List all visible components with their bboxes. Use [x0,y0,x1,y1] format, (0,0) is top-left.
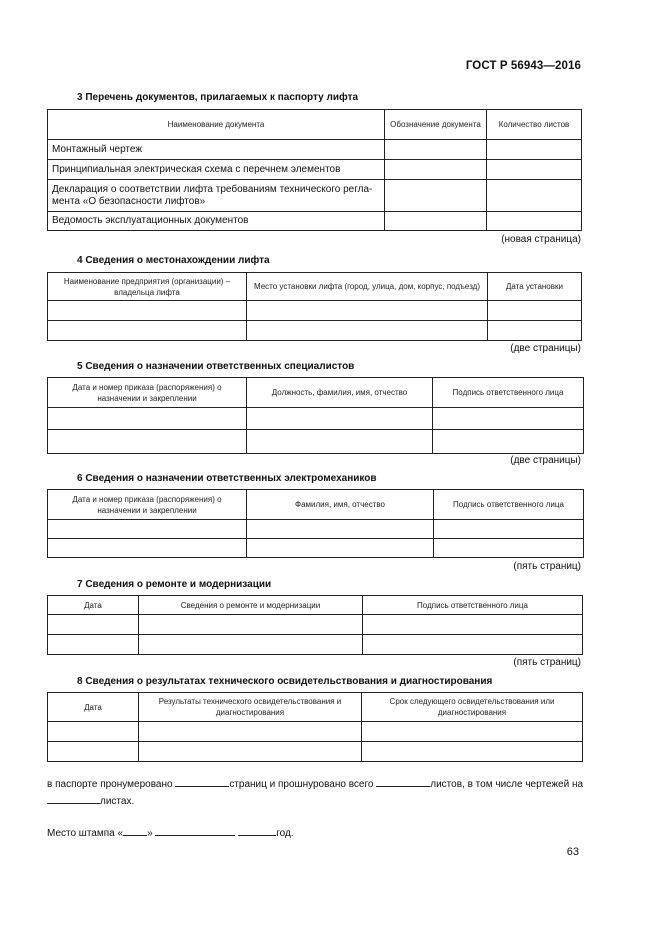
page-count-note: (пять страниц) [513,561,581,572]
table-cell[interactable] [434,520,584,539]
page-count-note: (две страницы) [510,343,581,354]
table-cell[interactable] [362,722,583,742]
day-blank[interactable] [123,826,147,836]
table-row [48,539,584,558]
standard-header: ГОСТ Р 56943—2016 [465,60,581,72]
table-row [48,160,582,180]
month-blank[interactable] [155,826,235,836]
specialists-table [47,377,584,454]
column-header: Подпись ответственного лица [434,490,584,520]
document-name: Монтажный чертеж [48,140,385,160]
table-row [48,408,584,430]
table-cell[interactable] [433,408,584,430]
column-header: Дата и номер приказа (распоряжения) о назначении и закреплении [48,490,247,520]
page-number: 63 [566,846,579,858]
location-table [47,272,582,341]
table-cell[interactable] [48,742,139,762]
table-cell[interactable] [48,408,247,430]
table-cell[interactable] [139,635,363,655]
table-cell[interactable] [434,539,584,558]
table-cell[interactable] [48,615,139,635]
table-cell[interactable] [139,742,362,762]
table-cell[interactable] [48,539,247,558]
section-7-title: 7 Сведения о ремонте и модернизации [77,579,272,590]
section-3-title: 3 Перечень документов, прилагаемых к паспорту лифта [77,92,359,103]
table-row [48,212,582,231]
section-6-title: 6 Сведения о назначении ответственных электромехаников [77,473,377,484]
drawings-count-blank[interactable] [47,794,100,804]
column-header: Дата [48,596,139,615]
table-row [48,430,584,454]
page-count-note: (новая страница) [501,234,581,245]
table-header-row [48,110,582,140]
table-header-row [48,273,582,301]
table-cell[interactable] [487,180,582,212]
table-row [48,615,583,635]
table-row [48,722,583,742]
drawings-statement [47,794,134,807]
table-row [48,180,582,212]
table-cell[interactable] [247,301,488,321]
table-cell[interactable] [487,160,582,180]
table-cell[interactable] [363,635,583,655]
inspection-table [47,692,583,762]
stamp-text: год. [276,828,294,839]
document-name: Принципиальная электрическая схема с перечнем элементов [48,160,385,180]
statement-text: листов, в том числе чертежей на [430,779,584,790]
section-5-title: 5 Сведения о назначении ответственных специалистов [77,361,355,372]
sheets-count-blank[interactable] [376,777,430,787]
page-count-note: (две страницы) [510,455,581,466]
statement-text: страниц и прошнуровано всего [229,779,374,790]
table-cell[interactable] [385,180,487,212]
column-header: Результаты технического освидетельствования и диагностирования [139,693,362,722]
table-header-row [48,693,583,722]
table-cell[interactable] [385,160,487,180]
table-cell[interactable] [433,430,584,454]
table-cell[interactable] [48,430,247,454]
table-cell[interactable] [487,212,582,231]
table-cell[interactable] [48,321,247,341]
table-cell[interactable] [48,635,139,655]
table-header-row [48,378,584,408]
table-row [48,140,582,160]
stamp-line [47,826,294,839]
repair-table [47,595,583,655]
document-name: Декларация о соответствии лифта требованиям технического регла-мента «О безопасности лифтов» [48,180,385,212]
section-8-title: 8 Сведения о результатах технического освидетельствования и диагностирования [77,676,493,687]
documents-table [47,109,582,231]
table-cell[interactable] [362,742,583,762]
table-cell[interactable] [48,520,247,539]
numbering-statement [47,777,583,790]
stamp-text: Место штампа « [47,828,124,839]
column-header: Сведения о ремонте и модернизации [139,596,363,615]
column-header: Обозначение документа [385,110,487,140]
table-cell[interactable] [247,408,433,430]
column-header: Место установки лифта (город, улица, дом, корпус, подъезд) [247,273,488,301]
column-header: Дата [48,693,139,722]
column-header: Срок следующего освидетельствования или диагностирования [362,693,583,722]
table-header-row [48,490,584,520]
page-count-note: (пять страниц) [513,657,581,668]
table-row [48,321,582,341]
table-cell[interactable] [247,430,433,454]
table-cell[interactable] [247,520,434,539]
table-cell[interactable] [487,140,582,160]
table-cell[interactable] [48,722,139,742]
column-header: Подпись ответственного лица [363,596,583,615]
column-header: Наименование предприятия (организации) – владельца лифта [48,273,247,301]
statement-text: листах. [100,796,135,807]
table-cell[interactable] [363,615,583,635]
column-header: Наименование документа [48,110,385,140]
column-header: Дата и номер приказа (распоряжения) о назначении и закреплении [48,378,247,408]
table-cell[interactable] [139,615,363,635]
table-cell[interactable] [385,212,487,231]
table-row [48,520,584,539]
column-header: Подпись ответственного лица [433,378,584,408]
column-header: Дата установки [488,273,582,301]
table-row [48,301,582,321]
stamp-text: » [147,828,153,839]
table-cell[interactable] [48,301,247,321]
table-row [48,742,583,762]
pages-count-blank[interactable] [175,777,229,787]
table-row [48,635,583,655]
year-blank[interactable] [238,826,276,836]
column-header: Должность, фамилия, имя, отчество [247,378,433,408]
table-cell[interactable] [247,539,434,558]
electromechanics-table [47,489,584,558]
section-4-title: 4 Сведения о местонахождении лифта [77,255,270,266]
table-header-row [48,596,583,615]
column-header: Фамилия, имя, отчество [247,490,434,520]
table-cell[interactable] [139,722,362,742]
table-cell[interactable] [488,321,582,341]
column-header: Количество листов [487,110,582,140]
table-cell[interactable] [488,301,582,321]
document-name: Ведомость эксплуатационных документов [48,212,385,231]
table-cell[interactable] [385,140,487,160]
statement-text: в паспорте пронумеровано [47,779,173,790]
table-cell[interactable] [247,321,488,341]
